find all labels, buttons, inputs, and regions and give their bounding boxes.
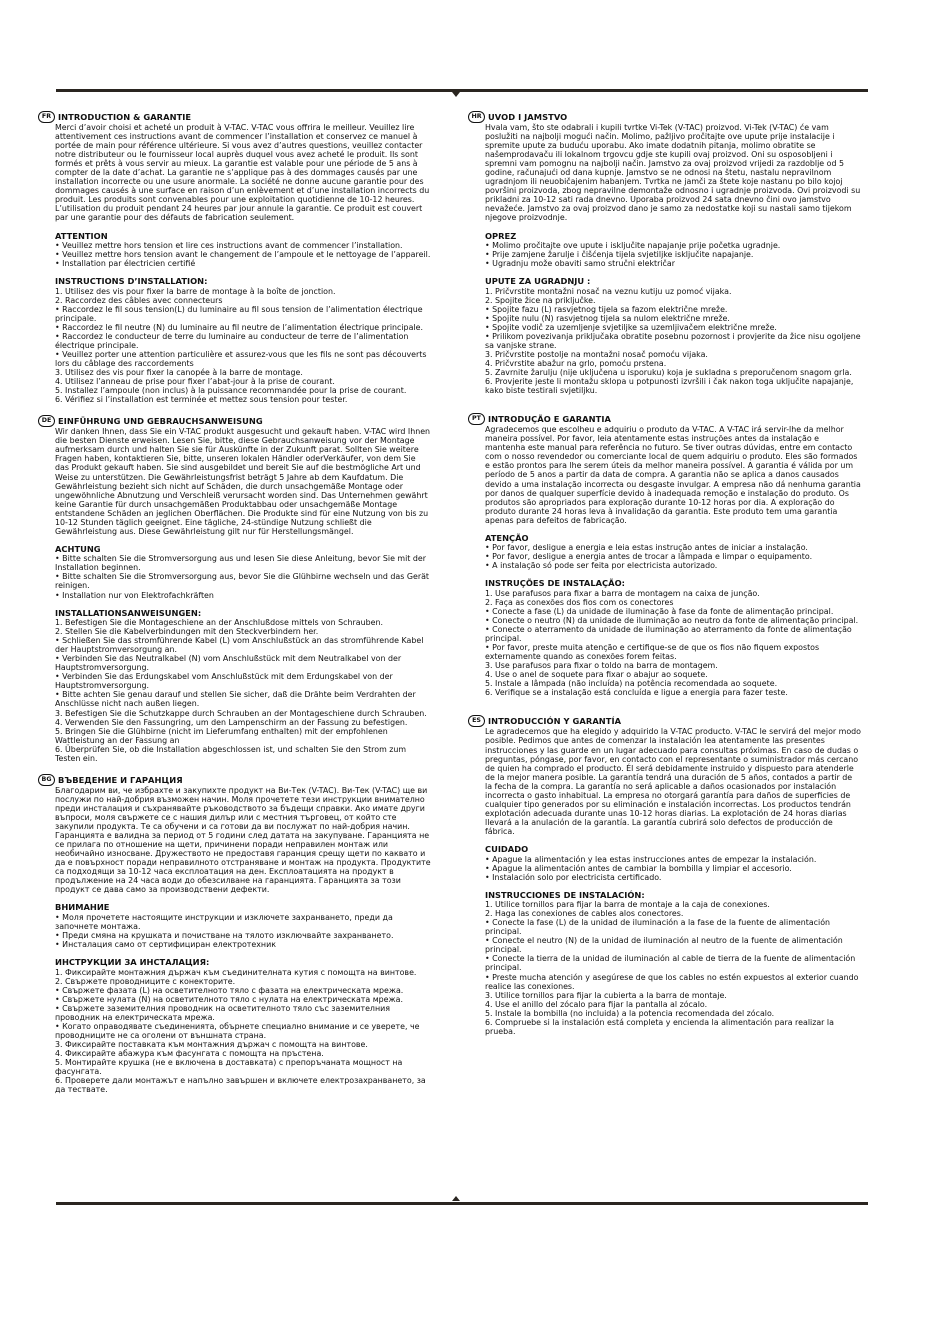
language-badge-de: DE [38, 415, 55, 427]
caution-heading: ATTENTION [55, 230, 108, 241]
install-step: 1. Befestigen Sie die Montageschiene an der Anschlußdose mittels von Schrauben. [55, 618, 383, 628]
install-step: • Conecte o neutro (N) da unidade de iluminação ao neutro da fonte de alimentação principal. [485, 616, 859, 626]
install-step: • Raccordez le conducteur de terre du luminaire au conducteur de terre de l’alimentation électrique principale. [55, 331, 409, 350]
install-step: 4. Utilisez l’anneau de prise pour fixer l’abat-jour à la prise de courant. [55, 377, 335, 387]
install-step: 6. Проверете дали монтажът е напълно завършен и включете електрозахранването, за да тествате. [55, 1076, 426, 1095]
install-heading: INSTRUCTIONS D’INSTALLATION: [55, 276, 208, 287]
left-column [38, 111, 431, 1105]
install-step: • Raccordez le fil sous tension(L) du luminaire au fil sous tension de l’alimentation électrique principale. [55, 304, 423, 323]
language-badge-es: ES [468, 715, 485, 727]
caution-list [485, 855, 861, 882]
caution-list [485, 543, 861, 570]
install-step: • Preste mucha atención y asegúrese de que los cables no estén expuestos al exterior cuando realice las conexiones. [485, 972, 859, 991]
install-steps-list [485, 900, 861, 1036]
caution-line: • Моля прочетете настоящите инструкции и изключете захранването, преди да започнете монтажа. [55, 912, 393, 931]
caution-line: • Преди смяна на крушката и почистване на тялото изключвайте захранването. [55, 930, 394, 940]
intro-paragraph: Agradecemos que escolheu e adquiriu o produto da V-TAC. A V-TAC irá servir-lhe da melhor maneira possível. Por favor, leia atentamente estas instruções antes da instalação e mantenha este manual para referência no futuro. Se tiver outras dúvidas, entre em contacto com o nosso revendedor ou comerciante local de quem adquiriu o produto. Eles são formados e estão prontos para lhe serem úteis da melhor maneira possível. A garantia é válida por um período de 5 anos a partir da data de compra. A garantia não se aplica a danos causados devido a uma instalação incorrecta ou desgaste invulgar. A empresa não dá nenhuma garantia por danos de qualquer superfície devido à inadequada remoção e instalação do produto. Os produtos são apropriados para exploração durante 10-12 horas por dia. A exploração do produto durante 24 horas leva à invalidação da garantia. Este produto tem uma garantia apenas para defeitos de fabricação. [485, 425, 861, 525]
install-step: 6. Verifique se a instalação está concluída e ligue a energia para fazer teste. [485, 688, 788, 698]
install-step: • Spojite nulu (N) rasvjetnog tijela sa nulom električne mreže. [485, 313, 730, 323]
install-steps-list [55, 968, 431, 1095]
install-step: 3. Utilisez des vis pour fixer la canopée à la barre de montage. [55, 368, 303, 378]
install-heading: ИНСТРУКЦИИ ЗА ИНСТАЛАЦИЯ: [55, 957, 210, 968]
caution-list [55, 913, 431, 949]
install-heading: INSTRUCCIONES DE INSTALACIÓN: [485, 889, 645, 900]
install-step: • Spojite vodič za uzemljenje svjetiljke sa uzemljivačem električne mreže. [485, 322, 777, 332]
install-step: • Verbinden Sie das Neutralkabel (N) vom Anschlußstück mit dem Neutralkabel von der Hauptstromversorgung. [55, 654, 402, 673]
section-title: UVOD I JAMSTVO [488, 112, 568, 122]
install-step: 3. Befestigen Sie die Schutzkappe durch Schrauben an der Montageschiene durch Schrauben. [55, 708, 427, 718]
caution-line: • Installation par électricien certifié [55, 259, 196, 269]
install-step: 1. Utilisez des vis pour fixer la barre de montage à la boîte de jonction. [55, 286, 336, 296]
install-step: 5. Instale la bombilla (no incluida) a la potencia recomendada del zócalo. [485, 1008, 775, 1018]
section-pt [468, 413, 861, 697]
install-step: 5. Zavrnite žarulju (nije uključena u isporuku) koja je sukladna s preporučenom snagom grla. [485, 368, 852, 378]
install-step: 4. Use el anillo del zócalo para fijar la pantalla al zócalo. [485, 999, 708, 1009]
bottom-divider-notch [452, 1196, 460, 1201]
caution-line: • Apague la alimentación antes de cambiar la bombilla y limpiar el accesorio. [485, 863, 792, 873]
section-header [38, 415, 431, 427]
install-step: • Свържете фазата (L) на осветителното тяло с фазата на електрическата мрежа. [55, 985, 404, 995]
section-title: INTRODUÇÃO E GARANTIA [488, 414, 611, 425]
install-heading: INSTRUÇÕES DE INSTALAÇÃO: [485, 578, 625, 589]
install-heading: INSTALLATIONSANWEISUNGEN: [55, 607, 202, 618]
caution-heading: ВНИМАНИЕ [55, 902, 110, 913]
install-step: 4. Verwenden Sie den Fassungring, um den Lampenschirm an der Fassung zu befestigen. [55, 717, 408, 727]
top-divider-notch [452, 92, 460, 97]
install-step: 2. Raccordez des câbles avec connecteurs [55, 295, 223, 305]
caution-line: • Apague la alimentación y lea estas instrucciones antes de empezar la instalación. [485, 854, 817, 864]
caution-line: • Bitte schalten Sie die Stromversorgung aus, bevor Sie die Glühbirne wechseln und das Gerät reinigen. [55, 572, 430, 591]
install-step: • Conecte o aterramento da unidade de iluminação ao aterramento da fonte de alimentação principal. [485, 625, 852, 644]
install-step: • Свържете нулата (N) на осветителното тяло с нулата на електрическата мрежа. [55, 994, 403, 1004]
top-divider [56, 89, 868, 92]
section-es [468, 715, 861, 1035]
install-step: 6. Vérifiez si l’installation est terminée et mettez sous tension pour tester. [55, 395, 348, 405]
install-step: 4. Use o anel de soquete para fixar o abajur ao soquete. [485, 670, 708, 680]
intro-paragraph: Hvala vam, što ste odabrali i kupili tvrtke Vi-Tek (V-TAC) proizvod. Vi-Tek (V-TAC) će vam poslužiti na najbolji mogući način. Molimo, pažljivo pročitajte ove upute prije instalacije i spremite upute za buduću uporabu. Ako imate dodatnih pitanja, molimo obratite se našemprodavaču ili lokalnom trgovcu gdje ste kupili ovaj proizvod. Oni su osposobljeni i spremni vam pomognu na najbolji način. Jamstvo za ovaj proizvod vrijedi za razdoblje od 5 godine, računajući od dana kupnje. Jamstvo se ne odnosi na štetu, nastalu nepravilnom ugradnjom ili neuobičajenim habanjem. Tvrtka ne jamči za štete koje nastanu po bilo kojoj površini proizvoda, zbog nepravilne demontaže odnosno i ugradnje proizvoda. Ovi proizvodi su prikladni za 10-12 sati rada dnevno. Uporaba proizvod 24 sata dnevno čini ovo jamstvo nevažeće. Jamstvo za ovaj proizvod dano je samo za nedostatke koji su nastali samo tijekom njegove proizvodnje. [485, 123, 861, 223]
section-hr [468, 111, 861, 395]
section-header [468, 111, 861, 123]
section-fr [38, 111, 431, 404]
caution-heading: OPREZ [485, 230, 517, 241]
section-header [468, 413, 861, 425]
install-step: • Когато оправодявате съединенията, обърнете специално внимание и се уверете, че проводниците не са оголени от външната страна. [55, 1021, 420, 1040]
caution-heading: ATENÇÃO [485, 532, 529, 543]
install-step: • Bitte achten Sie genau darauf und stellen Sie sicher, daß die Drähte beim Verdrahten der Anschlüsse nicht nach außen liegen. [55, 690, 416, 709]
caution-line: • Ugradnju može obaviti samo stručni električar [485, 259, 675, 269]
install-step: • Raccordez le fil neutre (N) du luminaire au fil neutre de l’alimentation électrique principale. [55, 322, 423, 332]
install-step: 6. Compruebe si la instalación está completa y encienda la alimentación para realizar la prueba. [485, 1017, 834, 1036]
language-badge-hr: HR [468, 111, 485, 123]
bottom-divider [56, 1202, 868, 1205]
install-step: 1. Фиксирайте монтажния държач към съединителната кутия с помощта на винтове. [55, 967, 417, 977]
install-step: 2. Faça as conexões dos fios com os conectores [485, 597, 674, 607]
caution-line: • Prije zamjene žarulje i čišćenja tijela svjetiljke isključite napajanje. [485, 250, 754, 260]
caution-line: • Por favor, desligue a energia e leia estas instrução antes de iniciar a instalação. [485, 543, 808, 553]
install-steps-list [485, 589, 861, 698]
install-step: 4. Фиксирайте абажура към фасунгата с помощта на пръстена. [55, 1048, 324, 1058]
section-header [38, 111, 431, 123]
install-steps-list [485, 287, 861, 396]
install-step: • Conecte el neutro (N) de la unidad de iluminación al neutro de la fuente de alimentación principal. [485, 936, 843, 955]
install-steps-list [55, 618, 431, 763]
install-step: 4. Pričvrstite abažur na grlo, pomoću prstena. [485, 359, 667, 369]
install-step: 6. Provjerite jeste li montažu sklopa u potpunosti izvršili i čak nakon toga uključite napajanje, kako biste testirali svjetiljku. [485, 377, 854, 396]
language-badge-bg: BG [38, 774, 55, 786]
install-step: 5. Bringen Sie die Glühbirne (nicht im Lieferumfang enthalten) mit der empfohlenen Wattleistung an der Fassung an [55, 726, 388, 745]
caution-line: • Molimo pročitajte ove upute i isključite napajanje prije početka ugradnje. [485, 241, 781, 251]
section-title: EINFÜHRUNG UND GEBRAUCHSANWEISUNG [58, 416, 263, 427]
caution-list [485, 241, 861, 268]
install-step: • Conecte la fase (L) de la unidad de iluminación a la fase de la fuente de alimentación principal. [485, 918, 831, 937]
install-step: • Por favor, preste muita atenção e certifique-se de que os fios não fiquem expostos externamente quando as conexões forem feitas. [485, 643, 820, 662]
install-step: 2. Свържете проводниците с конекторите. [55, 976, 236, 986]
section-title: ВЪВЕДЕНИЕ И ГАРАНЦИЯ [58, 774, 183, 785]
caution-line: • Инсталация само от сертифициран електротехник [55, 940, 276, 950]
install-heading: UPUTE ZA UGRADNJU : [485, 276, 591, 287]
install-step: • Verbinden Sie das Erdungskabel vom Anschlußstück mit dem Erdungskabel von der Hauptstromversorgung. [55, 672, 393, 691]
caution-line: • Bitte schalten Sie die Stromversorgung aus und lesen Sie diese Anleitung, bevor Sie mit der Installation beginnen. [55, 554, 427, 573]
intro-paragraph: Благодарим ви, че избрахте и закупихте продукт на Ви-Тек (V-TAC). Ви-Тек (V-TAC) ще ви послужи по най-добрия възможен начин. Моля прочетете тези инструкции внимателно преди инсталация и съхранявайте ръководството за бъдещи справки. Ако имате други въпроси, моля свържете се с нашия дилър или с местния търговец, от който сте закупили продукта. Те са обучени и са готови да ви послужат по най-добрия начин. Гаранцията е валидна за период от 5 години след датата на закупуване. Гаранцията не се прилага по отношение на щети, причинени поради неправилен монтаж или необичайно износване. Дружеството не предоставя гаранция срещу щети по каквато и да е повърхност поради неправилното отстраняване и монтаж на продукта. Продуктите са подходящи за 10-12 часа експлоатация на ден. Експлоатацията на продукт в продължение на 24 часа води до обезсилване на гаранцията. Гаранцията за този продукт се дава само за производствени дефекти. [55, 785, 431, 895]
install-step: • Spojite fazu (L) rasvjetnog tijela sa fazom električne mreže. [485, 304, 728, 314]
intro-paragraph: Merci d’avoir choisi et acheté un produit à V-TAC. V-TAC vous offrira le meilleur. Veuillez lire attentivement ces instructions avant de commencer l’installation et conservez ce manuel à portée de main pour référence ultérieure. Si vous avez d’autres questions, veuillez contacter notre distributeur ou le fournisseur local auprès duquel vous avez acheté le produit. Ils sont formés et prêts à vous servir au mieux. La garantie est valable pour une période de 5 ans à compter de la date d’achat. La garantie ne s’applique pas à des dommages causés par une installation incorrecte ou une usure anormale. La société ne donne aucune garantie pour des dommages causés à une surface en raison d’un enlèvement et d’une installation incorrects du produit. Les produits sont convenables pour une exploitation quotidienne de 10-12 heures. L’utilisation du produit pendant 24 heures par jour annule la garantie. Ce produit est couvert par une garantie pour des défauts de fabrication seulement. [55, 123, 430, 223]
caution-heading: CUIDADO [485, 844, 529, 854]
language-badge-fr: FR [38, 111, 55, 123]
caution-line: • Veuillez mettre hors tension avant le changement de l’ampoule et le nettoyage de l’appareil. [55, 250, 431, 260]
install-step: • Свържете заземителния проводник на осветителното тяло със заземителния проводник на електрическата мрежа. [55, 1003, 391, 1022]
install-step: 3. Use parafusos para fixar o toldo na barra de montagem. [485, 661, 718, 671]
section-title: INTRODUCTION & GARANTIE [58, 112, 192, 122]
section-title: INTRODUCCIÓN Y GARANTÍA [488, 716, 622, 727]
install-step: 1. Use parafusos para fixar a barra de montagem na caixa de junção. [485, 588, 760, 598]
install-step: 3. Utilice tornillos para fijar la cubierta a la barra de montaje. [485, 990, 727, 1000]
section-bg [38, 774, 431, 1094]
caution-line: • Installation nur von Elektrofachkräften [55, 590, 214, 600]
install-step: 2. Stellen Sie die Kabelverbindungen mit den Steckverbindern her. [55, 627, 319, 637]
caution-list [55, 554, 431, 599]
install-step: 5. Instale a lâmpada (não incluída) na potência recomendada ao soquete. [485, 679, 778, 689]
install-step: • Schließen Sie das stromführende Kabel (L) vom Anschlußstück an das stromführende Kabel der Hauptstromversorgung an. [55, 636, 424, 655]
intro-paragraph: Wir danken Ihnen, dass Sie ein V-TAC produkt ausgesucht und gekauft haben. V-TAC wird Ihnen die besten Dienste erweisen. Lesen Sie, bitte, diese Gebrauchsanweisung vor der Montage aufmerksam durch und halten Sie sie für Auskünfte in der Zukunft parat. Sollten Sie weitere Fragen haben, kontaktieren Sie, bitte, unseren lokalen Händler oderVerkäufer, von dem Sie das Produkt gekauft haben. Sie sind ausgebildet und bereit Sie auf die bestmögliche Art und Weise zu unterstützen. Die Gewährleistungsfrist beträgt 5 Jahre ab dem Kaufdatum. Die Gewährleistung bezieht sich nicht auf Schäden, die durch unsachgemäße Montage oder ungewöhnliche Abnutzung und Verschleiß verursacht worden sind. Das Unternehmen gewährt keine Garantie für durch unsachgemäßen Produktabbau oder unsachgemäße Montage entstandene Schäden an jeglichen Oberflächen. Die Produkte sind für eine Nutzung von bis zu 10-12 Stunden täglich geeignet. Eine tägliche, 24-stündige Nutzung schließt die Gewährleistung aus. Diese Gewährleistung gilt nur für Herstellungsmängel. [55, 427, 431, 536]
section-de [38, 415, 431, 763]
install-step: 2. Haga las conexiones de cables alos conectores. [485, 909, 684, 919]
caution-list [55, 241, 431, 268]
caution-line: • Instalación solo por electricista certificado. [485, 872, 662, 882]
install-step: 1. Pričvrstite montažni nosač na veznu kutiju uz pomoć vijaka. [485, 286, 732, 296]
caution-heading: ACHTUNG [55, 543, 101, 554]
install-step: 3. Фиксирайте поставката към монтажния държач с помощта на винтове. [55, 1039, 368, 1049]
install-step: • Conecte a fase (L) da unidade de iluminação à fase da fonte de alimentação principal. [485, 606, 834, 616]
caution-line: • A instalação só pode ser feita por electricista autorizado. [485, 561, 718, 571]
language-badge-pt: PT [468, 413, 485, 425]
install-step: 5. Installez l’ampoule (non inclus) à la puissance recommandée pour la prise de courant. [55, 386, 407, 396]
install-step: • Veuillez porter une attention particulière et assurez-vous que les fils ne sont pas découverts lors du câblage des raccordements [55, 349, 427, 369]
right-column [468, 111, 861, 1047]
install-step: 2. Spojite žice na priključke. [485, 295, 596, 305]
intro-paragraph: Le agradecemos que ha elegido y adquirido la V-TAC producto. V-TAC le servirá del mejor modo posible. Pedimos que antes de comenzar la instalación lea atentamente las presentes instrucciones y las guarde en un lugar adecuado para consultas próximas. En caso de dudas o preguntas, póngase, por favor, en contacto con el representante o suministrador más cercano de quien ha comprado el producto. Él será debidamente instruido y dispuesto para atenderle de la mejor manera posible. La garantía tendrá una duración de 5 años, contados a partir de la fecha de la compra. La garantía no será aplicable a daños ocasionados por instalación incorrecta o gasto inhabitual. La empresa no otorgará garantía para daños de superficies de cualquier tipo generados por su eliminación e instalación incorrectas. Los productos tendrán explotación adecuada durante unas 10-12 horas diarias. La explotación de 24 horas diarias llevará a la anulación de la garantía. La garantía cubrirá solo defectos de producción de fábrica. [485, 727, 862, 836]
section-header [38, 774, 431, 786]
caution-line: • Veuillez mettre hors tension et lire ces instructions avant de commencer l’installation. [55, 241, 403, 251]
install-steps-list [55, 287, 431, 405]
caution-line: • Por favor, desligue a energia antes de trocar a lâmpada e limpar o equipamento. [485, 552, 813, 562]
install-step: • Conecte la tierra de la unidad de iluminación al cable de tierra de la fuente de alimentación principal. [485, 954, 856, 973]
install-step: 5. Монтирайте крушка (не е включена в доставката) с препоръчаната мощност на фасунгата. [55, 1058, 403, 1077]
install-step: 6. Überprüfen Sie, ob die Installation abgeschlossen ist, und schalten Sie den Strom zum Testen ein. [55, 744, 407, 763]
section-header [468, 715, 861, 727]
install-step: • Prilikom povezivanja priključaka obratite posebnu pozornost i provjerite da žice nisu ogoljene sa vanjske strane. [485, 331, 861, 350]
install-step: 3. Pričvrstite postolje na montažni nosač pomoću vijaka. [485, 349, 708, 359]
install-step: 1. Utilice tornillos para fijar la barra de montaje a la caja de conexiones. [485, 900, 770, 910]
